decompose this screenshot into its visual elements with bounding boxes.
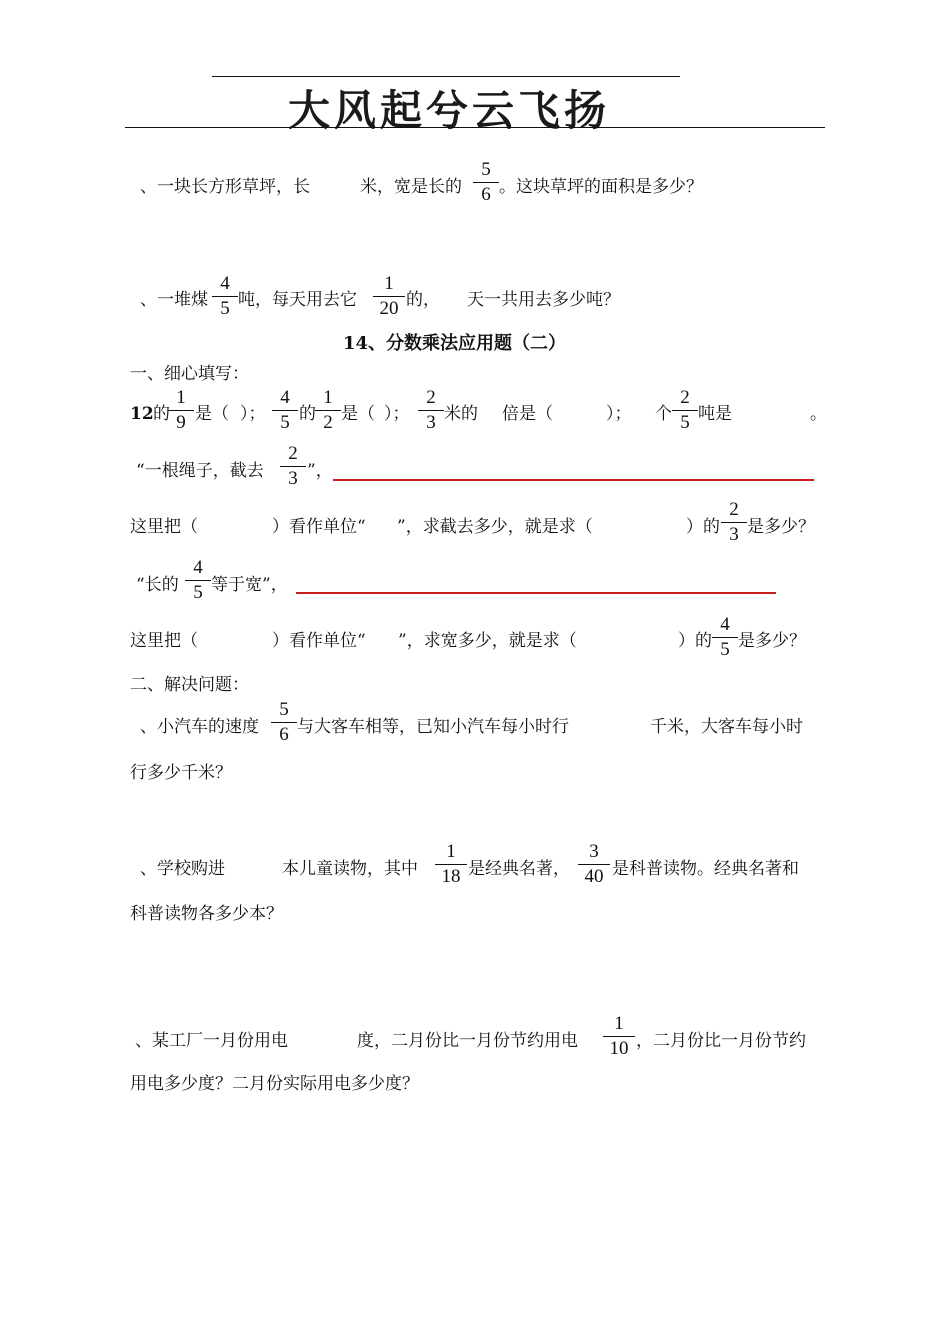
p1-text-c: 。这块草坪的面积是多少？ <box>499 177 703 197</box>
section-one-heading: 一、细心填写： <box>130 364 249 384</box>
q1b-text-e: 是多少？ <box>747 517 815 537</box>
fill1-fraction-5: 2 5 <box>672 388 698 433</box>
fill1-fraction-3: 1 2 <box>315 388 341 433</box>
r3-text-c: ，二月份比一月份节约 <box>636 1031 806 1051</box>
q1b-text-c: ”，求截去多少，就是求（ <box>397 517 593 537</box>
r1-text-d: 行多少千米？ <box>130 763 232 783</box>
q1-fraction: 2 3 <box>280 444 306 489</box>
p2-text-a: 、一堆煤 <box>140 290 208 310</box>
q2-text-a: “长的 <box>136 575 179 595</box>
r3-text-d: 用电多少度？二月份实际用电多少度？ <box>130 1074 419 1094</box>
section-title: 14、分数乘法应用题（二） <box>343 333 567 354</box>
p1-text-a: 、一块长方形草坪，长 <box>140 177 310 197</box>
fill1-text-de-2: 的 <box>299 404 316 424</box>
r1-text-a: 、小汽车的速度 <box>140 717 259 737</box>
banner-top-rule <box>212 76 680 77</box>
q1b-text-b: ）看作单位“ <box>272 517 366 537</box>
p2-text-b: 吨，每天用去它 <box>238 290 357 310</box>
q1-text-b: ”， <box>307 461 333 481</box>
q2b-text-c: ”，求宽多少，就是求（ <box>398 631 577 651</box>
r3-fraction: 1 10 <box>603 1014 635 1059</box>
q2b-text-d: ）的 <box>678 631 712 651</box>
r2-text-e: 科普读物各多少本？ <box>130 904 283 924</box>
p1-fraction: 5 6 <box>473 160 499 205</box>
q2-answer-line[interactable] <box>296 592 776 594</box>
fill1-text-shi-1: 是（ <box>195 404 229 424</box>
fill1-num-12: 12 <box>130 404 154 424</box>
fill1-text-close-1: ）； <box>240 404 266 424</box>
fill1-text-close-2: ）； <box>384 404 410 424</box>
banner-title: 大风起兮云飞扬 <box>288 86 611 135</box>
r1-fraction: 5 6 <box>271 700 297 745</box>
q2b-fraction: 4 5 <box>712 615 738 660</box>
r1-text-c: 千米，大客车每小时 <box>650 717 803 737</box>
fill1-text-dun: 吨是 <box>698 404 732 424</box>
fill1-fraction-4: 2 3 <box>418 388 444 433</box>
banner-bottom-rule <box>125 127 825 128</box>
r2-fraction-1: 1 18 <box>435 842 467 887</box>
r2-text-d: 是科普读物。经典名著和 <box>612 859 799 879</box>
r2-text-c: 是经典名著， <box>468 859 570 879</box>
p2-fraction-2: 1 20 <box>373 274 405 319</box>
fill1-fraction-1: 1 9 <box>168 388 194 433</box>
r2-text-b: 本儿童读物，其中 <box>282 859 418 879</box>
q1-text-a: “一根绳子，截去 <box>136 461 264 481</box>
r2-fraction-2: 3 40 <box>578 842 610 887</box>
q1b-text-d: ）的 <box>686 517 720 537</box>
p2-fraction-1: 4 5 <box>212 274 238 319</box>
fill1-text-close-3: ）； <box>606 404 632 424</box>
q1b-fraction: 2 3 <box>721 500 747 545</box>
q1b-text-a: 这里把（ <box>130 517 198 537</box>
section-two-heading: 二、解决问题： <box>130 675 249 695</box>
r3-text-a: 、某工厂一月份用电 <box>135 1031 288 1051</box>
q2-text-b: 等于宽”， <box>211 575 288 595</box>
fill1-text-bei: 倍是（ <box>502 404 553 424</box>
q2-fraction: 4 5 <box>185 558 211 603</box>
q1-answer-line[interactable] <box>333 479 814 481</box>
r3-text-b: 度，二月份比一月份节约用电 <box>357 1031 578 1051</box>
r1-text-b: 与大客车相等，已知小汽车每小时行 <box>297 717 569 737</box>
fill1-text-shi-2: 是（ <box>341 404 375 424</box>
p2-text-c: 的， <box>406 290 440 310</box>
fill1-text-de: 的 <box>153 404 170 424</box>
p2-text-d: 天一共用去多少吨？ <box>467 290 620 310</box>
r2-text-a: 、学校购进 <box>140 859 225 879</box>
fill1-text-ge: 个 <box>655 404 672 424</box>
q2b-text-a: 这里把（ <box>130 631 198 651</box>
q2b-text-e: 是多少？ <box>738 631 806 651</box>
fill1-text-period: 。 <box>810 404 827 424</box>
fill1-fraction-2: 4 5 <box>272 388 298 433</box>
q2b-text-b: ）看作单位“ <box>272 631 366 651</box>
fill1-text-mi: 米的 <box>444 404 478 424</box>
p1-text-b: 米，宽是长的 <box>360 177 462 197</box>
